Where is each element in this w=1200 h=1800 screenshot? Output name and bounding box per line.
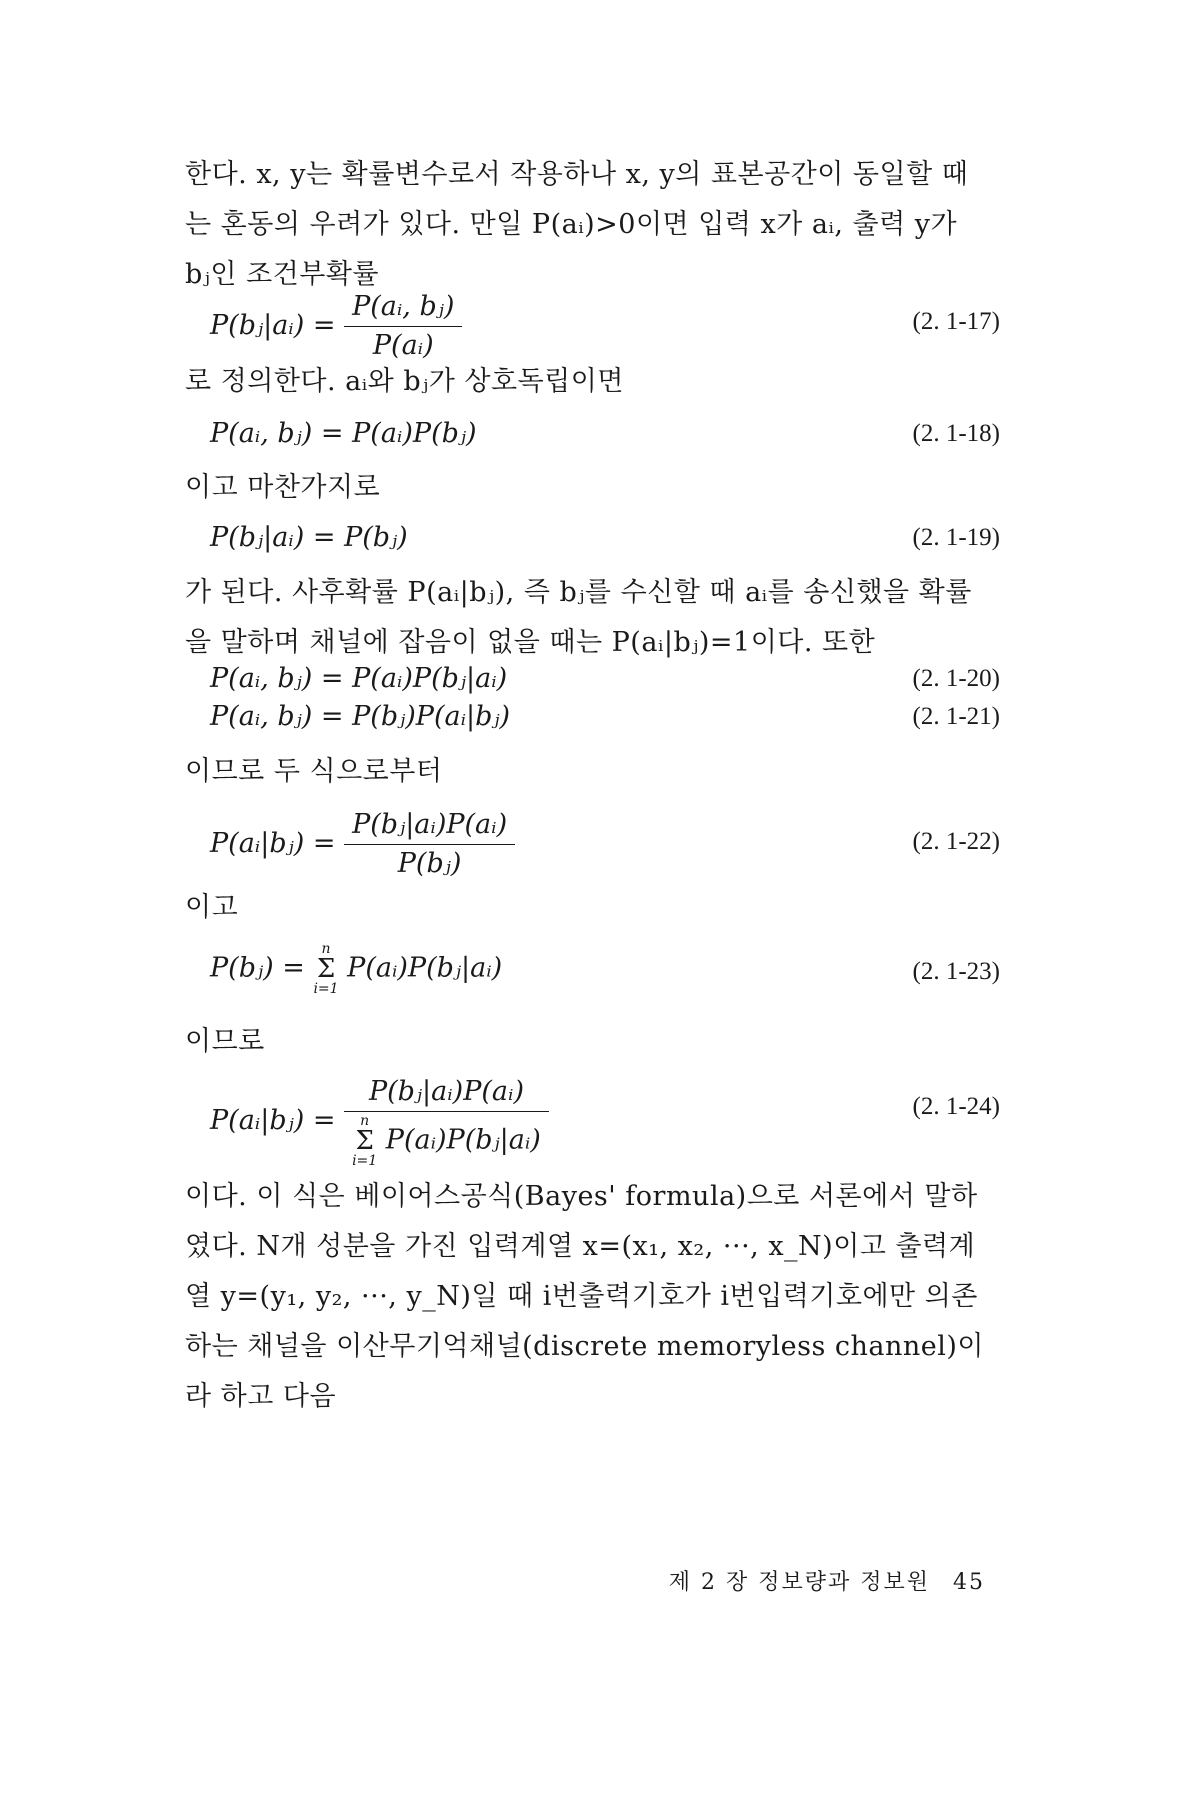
paragraph-5: 이므로 두 식으로부터 [185, 756, 443, 787]
equation-2-1-18: P(aᵢ, bⱼ) = P(aᵢ)P(bⱼ) [210, 418, 477, 449]
fraction [344, 1075, 549, 1168]
sum-lower-limit: i=1 [352, 1153, 378, 1169]
numerator: P(bⱼ|aᵢ)P(aᵢ) [344, 808, 515, 845]
paragraph-7: 이므로 [185, 1026, 265, 1057]
numerator: P(aᵢ, bⱼ) [344, 290, 462, 327]
sum-upper-limit: n [360, 1113, 370, 1129]
eq-rhs: P(aᵢ)P(bⱼ|aᵢ) [347, 952, 503, 984]
sum-lower-limit: i=1 [313, 981, 339, 997]
sigma-icon: Σ [316, 954, 336, 984]
eq-lhs: P(bⱼ|aᵢ) = [210, 310, 336, 341]
equation-number: (2. 1-23) [912, 958, 1000, 985]
equation-2-1-21: P(aᵢ, bⱼ) = P(bⱼ)P(aᵢ|bⱼ) [210, 701, 511, 732]
page-number: 45 [953, 1570, 985, 1595]
equation-number: (2. 1-20) [912, 665, 1000, 692]
equation-number: (2. 1-19) [912, 524, 1000, 551]
equation-2-1-19: P(bⱼ|aᵢ) = P(bⱼ) [210, 522, 408, 553]
summation-symbol [313, 942, 338, 996]
fraction [344, 290, 462, 363]
denominator: P(bⱼ) [397, 848, 462, 879]
paragraph-6: 이고 [185, 892, 239, 923]
chapter-title: 제 2 장 정보량과 정보원 [668, 1570, 930, 1595]
numerator: P(bⱼ|aᵢ)P(aᵢ) [344, 1075, 549, 1112]
paragraph-8: 이다. 이 식은 베이어스공식(Bayes' formula)으로 서론에서 말하였다. N개 성분을 가진 입력계열 x=(x₁, x₂, ···, x_N)이고 출력계열 y=(y₁, y₂, ···, y_N)일 때 i번출력기호가 i번입력기호에만 의존하는 채널을 이산무기억채널(discrete memoryless channel)이라 하고 다음 [185, 1181, 984, 1412]
equation-2-1-17 [210, 290, 462, 363]
sum-upper-limit: n [321, 941, 331, 957]
denominator [344, 1112, 549, 1168]
equation-2-1-22 [210, 808, 515, 881]
sigma-icon: Σ [355, 1126, 374, 1156]
equation-2-1-23 [210, 942, 502, 996]
eq-lhs: P(bⱼ) = [210, 952, 305, 984]
equation-number: (2. 1-24) [912, 1093, 1000, 1120]
equation-2-1-24 [210, 1075, 549, 1168]
equation-number: (2. 1-17) [912, 308, 1000, 335]
paragraph-1: 한다. x, y는 확률변수로서 작용하나 x, y의 표본공간이 동일할 때는 혼동의 우려가 있다. 만일 P(aᵢ)>0이면 입력 x가 aᵢ, 출력 y가 bⱼ인 조건부확률 [185, 159, 969, 290]
paragraph-2: 로 정의한다. aᵢ와 bⱼ가 상호독립이면 [185, 366, 624, 397]
paragraph-3: 이고 마찬가지로 [185, 472, 381, 503]
eq-lhs: P(aᵢ|bⱼ) = [210, 1105, 336, 1136]
equation-2-1-20: P(aᵢ, bⱼ) = P(aᵢ)P(bⱼ|aᵢ) [210, 663, 508, 694]
summation-symbol [352, 1114, 377, 1168]
equation-number: (2. 1-22) [912, 828, 1000, 855]
paragraph-4: 가 된다. 사후확률 P(aᵢ|bⱼ), 즉 bⱼ를 수신할 때 aᵢ를 송신했을 확률을 말하며 채널에 잡음이 없을 때는 P(aᵢ|bⱼ)=1이다. 또한 [185, 577, 972, 658]
page-footer [655, 1565, 985, 1596]
equation-number: (2. 1-21) [912, 703, 1000, 730]
fraction [344, 808, 515, 881]
eq-lhs: P(aᵢ|bⱼ) = [210, 828, 336, 859]
denominator-terms: P(aᵢ)P(bⱼ|aᵢ) [385, 1124, 541, 1156]
denominator: P(aᵢ) [372, 330, 434, 361]
equation-number: (2. 1-18) [912, 420, 1000, 447]
